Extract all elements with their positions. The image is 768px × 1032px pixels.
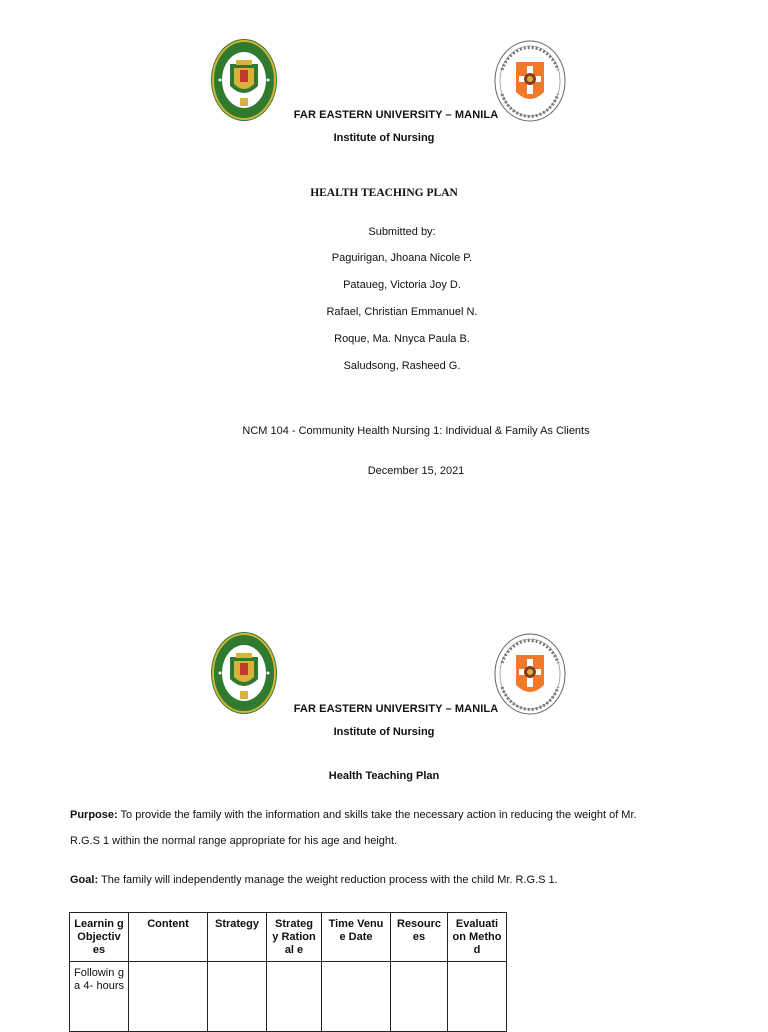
member-name: Saludsong, Rasheed G.: [343, 360, 461, 372]
university-name: FAR EASTERN UNIVERSITY – MANILA: [293, 109, 499, 121]
page-title: HEALTH TEACHING PLAN: [310, 187, 458, 199]
header-strategy-rationale: Strateg y Rational e: [267, 913, 322, 962]
institute-name: Institute of Nursing: [333, 132, 435, 144]
header-evaluation-method: Evaluati on Method: [448, 913, 507, 962]
table-header-row: [70, 913, 507, 962]
teaching-plan-table: [69, 912, 507, 1032]
member-name: Pataueg, Victoria Joy D.: [343, 279, 461, 291]
table-cell: [267, 962, 322, 1032]
goal-paragraph: [70, 867, 700, 893]
university-name: FAR EASTERN UNIVERSITY – MANILA: [293, 703, 499, 715]
table-cell: [448, 962, 507, 1032]
submission-date: December 15, 2021: [367, 465, 465, 477]
member-name: Paguirigan, Jhoana Nicole P.: [331, 252, 473, 264]
purpose-text-line-2: R.G.S 1 within the normal range appropriate for his age and height.: [70, 835, 398, 847]
member-name: Rafael, Christian Emmanuel N.: [326, 306, 478, 318]
learning-objective-cell: Followin g a 4- hours: [70, 962, 129, 1032]
header-strategy: Strategy: [208, 913, 267, 962]
table-cell: [208, 962, 267, 1032]
member-name: Roque, Ma. Nnyca Paula B.: [334, 333, 470, 345]
header-content: Content: [129, 913, 208, 962]
institute-name: Institute of Nursing: [333, 726, 435, 738]
header-time-venue-date: Time Venue Date: [322, 913, 391, 962]
goal-label: Goal:: [70, 874, 99, 886]
table-cell: [129, 962, 208, 1032]
course-title: NCM 104 - Community Health Nursing 1: Individual & Family As Clients: [242, 425, 590, 437]
purpose-label: Purpose:: [70, 809, 118, 821]
header-learning-objectives: Learnin g Objectiv es: [70, 913, 129, 962]
header-resources: Resourc es: [391, 913, 448, 962]
goal-text: The family will independently manage the weight reduction process with the child Mr. R.G.S 1.: [100, 874, 558, 886]
table-cell: [391, 962, 448, 1032]
purpose-paragraph: [70, 802, 700, 854]
purpose-text-line-1: To provide the family with the information and skills take the necessary action in reducing the weight of Mr.: [120, 809, 637, 821]
table-row: [70, 962, 507, 1032]
table-cell: [322, 962, 391, 1032]
submitted-by-label: Submitted by:: [368, 226, 436, 238]
plan-title: Health Teaching Plan: [328, 770, 440, 782]
